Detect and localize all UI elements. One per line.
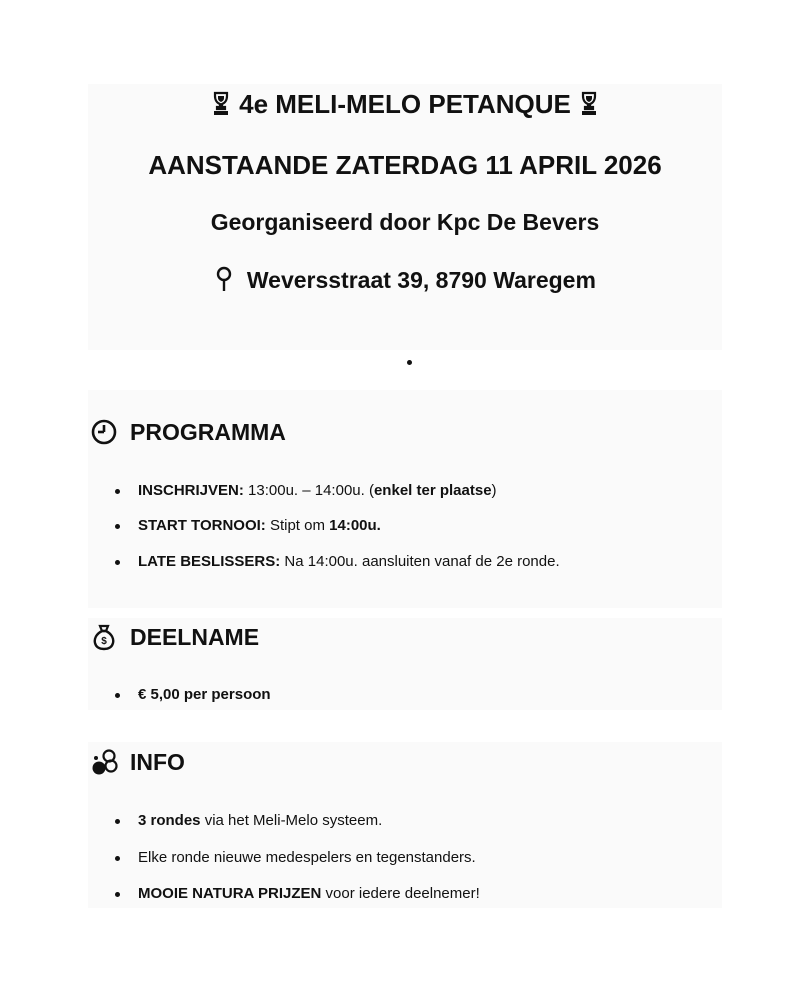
header-block <box>88 84 722 350</box>
section-info <box>88 742 722 908</box>
list-item: 3 rondes via het Meli-Melo systeem. <box>138 812 383 829</box>
section-deelname <box>88 618 722 710</box>
pin-icon <box>214 266 234 298</box>
section-title-text: DEELNAME <box>130 623 260 650</box>
section-title <box>90 623 259 651</box>
organizer: Georganiseerd door Kpc De Bevers <box>210 209 600 235</box>
list-item: LATE BESLISSERS: Na 14:00u. aansluiten vanaf de 2e ronde. <box>138 553 560 570</box>
section-programma <box>88 390 722 608</box>
list-item: START TORNOOI: Stipt om 14:00u. <box>138 517 381 534</box>
section-title <box>90 748 185 776</box>
section-title-text: PROGRAMMA <box>130 418 286 445</box>
address-text: Weversstraat 39, 8790 Waregem <box>246 267 596 293</box>
trophy-icon <box>578 91 600 124</box>
list-item: Elke ronde nieuwe medespelers en tegenstanders. <box>138 849 476 866</box>
address <box>88 266 722 298</box>
trophy-icon <box>210 91 232 124</box>
section-title <box>90 418 286 446</box>
list-item: INSCHRIJVEN: 13:00u. – 14:00u. (enkel ter plaatse) <box>138 482 497 499</box>
event-title-text: 4e MELI-MELO PETANQUE <box>239 89 571 119</box>
event-title <box>88 89 722 124</box>
svg-text:$: $ <box>101 636 107 647</box>
list-item: € 5,00 per persoon <box>138 686 271 703</box>
separator-bullet <box>407 360 412 365</box>
petanque-balls-icon <box>90 748 118 776</box>
event-date: AANSTAANDE ZATERDAG 11 APRIL 2026 <box>148 150 662 180</box>
clock-icon <box>90 418 118 446</box>
list-item: MOOIE NATURA PRIJZEN voor iedere deelnemer! <box>138 885 480 902</box>
section-title-text: INFO <box>130 748 185 775</box>
money-bag-icon <box>90 623 118 651</box>
